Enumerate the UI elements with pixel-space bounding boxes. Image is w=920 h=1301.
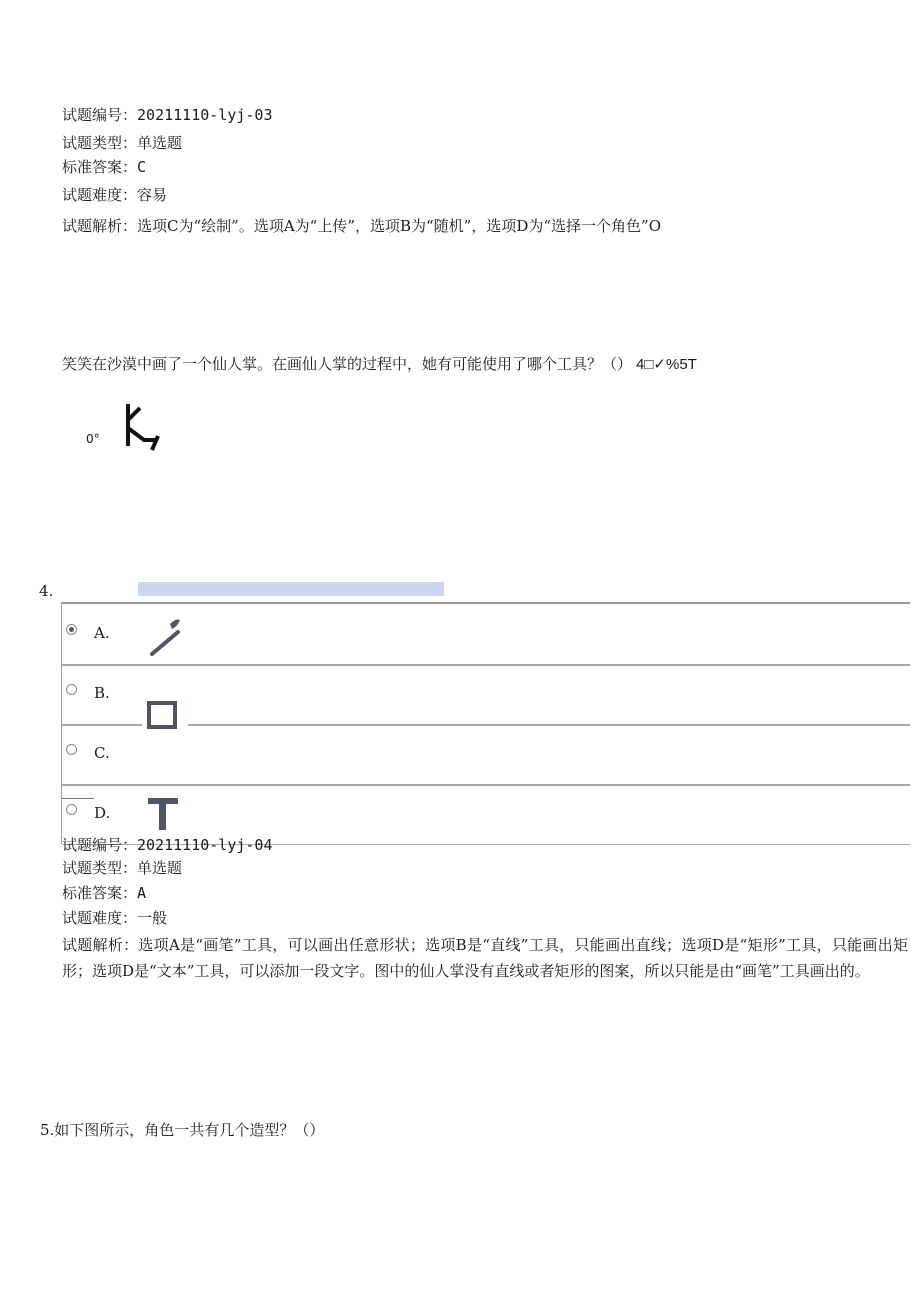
option-c-radio[interactable] xyxy=(66,744,77,755)
option-b-radio[interactable] xyxy=(66,684,77,695)
rectangle-icon xyxy=(142,696,188,742)
option-a-icon-wrap xyxy=(142,614,188,660)
option-d-radio[interactable] xyxy=(66,804,77,815)
q4-analysis: 试题解析：选项A是“画笔”工具，可以画出任意形状；选项B是“直线”工具，只能画出直线；选项D是“矩形”工具，只能画出矩形；选项D是“文本”工具，可以添加一段文字。图中的仙人掌没有直线或者矩形的图案，所以只能是由“画笔”工具画出的。 xyxy=(62,936,908,980)
q3-analysis: 试题解析：选项C为“绘制”。选项A为“上传”，选项B为“随机”，选项D为“选择一个角色”O xyxy=(62,217,662,235)
highlight-bar xyxy=(138,582,444,596)
q5-question: 5.如下图所示，角色一共有几个造型？（） xyxy=(40,1121,325,1139)
q3-type: 试题类型：单选题 xyxy=(62,134,183,152)
q4-question: 笑笑在沙漠中画了一个仙人掌。在画仙人掌的过程中，她有可能使用了哪个工具？（） 4□✓%5T xyxy=(62,355,697,373)
q4-answer-value: A xyxy=(137,884,147,902)
image-fragment-small: 0° xyxy=(86,432,100,446)
cactus-fragment-icon xyxy=(114,398,164,454)
q4-id: 试题编号：20211110-lyj-04 xyxy=(62,836,273,854)
q4-difficulty: 试题难度：一般 xyxy=(62,909,168,927)
pencil-icon xyxy=(142,614,188,660)
q4-answer: 标准答案：A xyxy=(62,884,147,902)
image-fragment-glyph xyxy=(114,398,164,466)
option-d-label: D. xyxy=(94,804,111,822)
option-b-label: B. xyxy=(94,684,110,702)
option-b-icon-wrap xyxy=(142,696,188,742)
q3-answer-value: C xyxy=(137,158,147,176)
option-a-row[interactable] xyxy=(62,604,910,666)
option-d-icon-wrap xyxy=(142,790,188,840)
text-tool-icon xyxy=(142,790,188,840)
q4-number: 4. xyxy=(39,582,54,600)
q4-type: 试题类型：单选题 xyxy=(62,859,183,877)
option-c-row[interactable] xyxy=(62,724,910,786)
option-c-label: C. xyxy=(94,744,110,762)
options-table xyxy=(61,602,910,844)
q3-answer: 标准答案：C xyxy=(62,158,147,176)
q3-id-value: 20211110-lyj-03 xyxy=(137,106,273,124)
option-b-row[interactable] xyxy=(62,664,910,726)
q4-question-tail: 4□✓%5T xyxy=(636,356,697,373)
q3-id: 试题编号：20211110-lyj-03 xyxy=(62,106,273,124)
q4-id-value: 20211110-lyj-04 xyxy=(137,836,273,854)
option-a-radio[interactable] xyxy=(66,624,77,635)
option-a-label: A. xyxy=(94,624,110,642)
q3-difficulty: 试题难度：容易 xyxy=(62,186,168,204)
small-dash xyxy=(62,798,94,799)
